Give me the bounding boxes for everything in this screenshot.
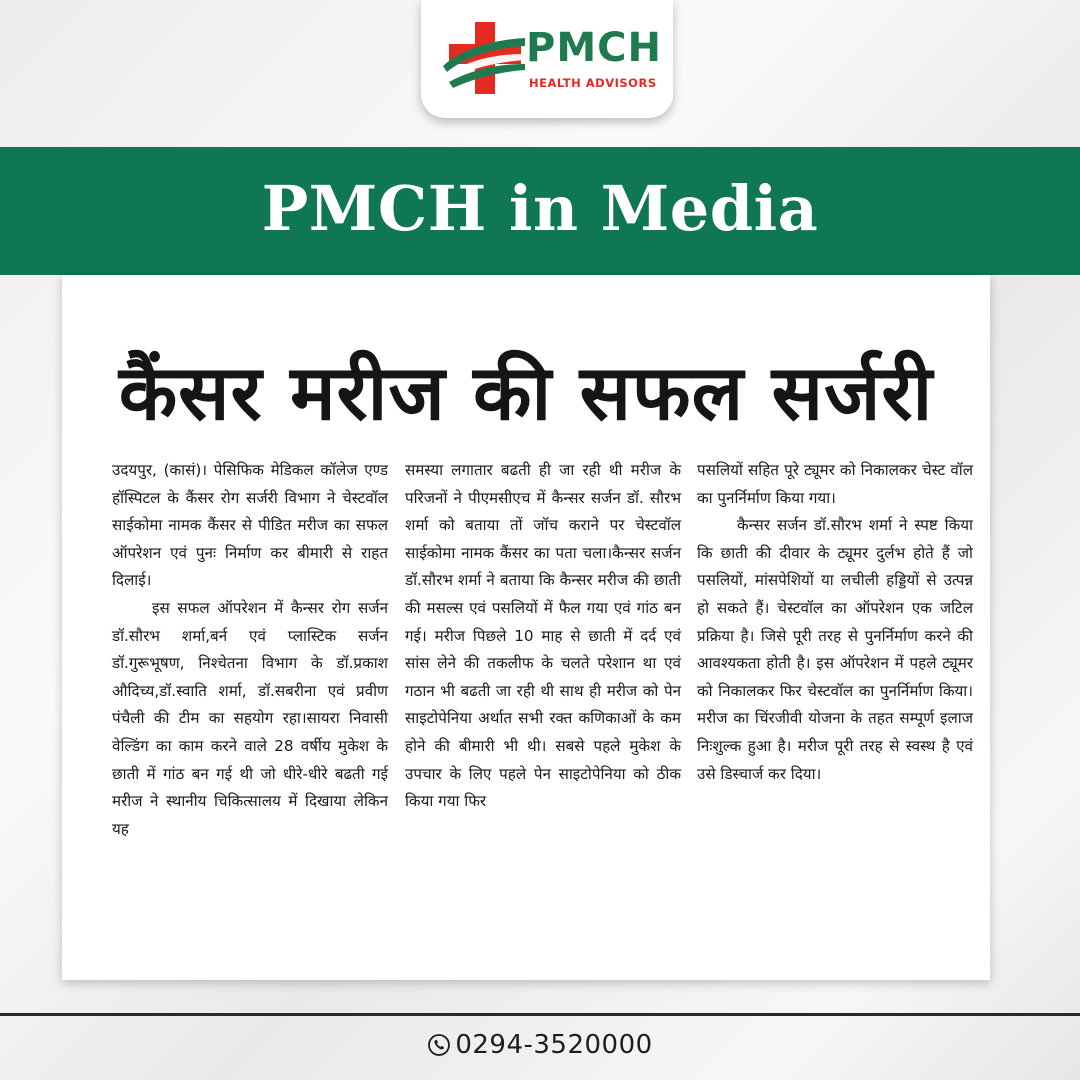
phone-number[interactable]: 0294-3520000 [455,1030,653,1060]
logo-cross-icon [441,18,527,98]
paragraph: उदयपुर, (कासं)। पेसिफिक मेडिकल कॉलेज एण्ड हॉस्पिटल के कैंसर रोग सर्जरी विभाग ने चेस्टवॉल साईकोमा नामक कैंसर से पीडित मरीज का सफल ऑपरेशन एवं पुनः निर्माण कर बीमारी से राहत दिलाई। [112,461,388,590]
footer-divider [0,1013,1080,1016]
paragraph: इस सफल ऑपरेशन में कैन्सर रोग सर्जन डॉ.सौरभ शर्मा,बर्न एवं प्लास्टिक सर्जन डॉ.गुरूभूषण, निश्चेतना विभाग के डॉ.प्रकाश औदिच्य,डॉ.स्वाति शर्मा, डॉ.सबरीना एवं प्रवीण पंचैली की टीम का सहयोग रहा।सायरा निवासी वेल्डिंग का काम करने वाले 28 वर्षीय मुकेश के छाती में गांठ बन गई थी जो धीरे-धीरे बढती गई मरीज ने स्थानीय चिकित्सालय में दिखाया लेकिन यह [112,598,388,838]
phone-icon [427,1033,451,1057]
logo-card [421,0,673,118]
brand-tagline: HEALTH ADVISORS [529,76,657,90]
banner-title: PMCH in Media [261,171,819,245]
article-headline: कैंसर मरीज की सफल सर्जरी [118,348,934,437]
media-banner [0,147,1080,275]
article-column-1 [112,457,388,843]
brand-name: PMCH [526,25,662,71]
paragraph: समस्या लगातार बढती ही जा रही थी मरीज के परिजनों ने पीएमसीएच में कैन्सर सर्जन डॉ. सौरभ शर्मा को बताया तों जॉच कराने पर चेस्टवॉल साईकोमा नामक कैंसर का पता चला।कैन्सर सर्जन डॉ.सौरभ शर्मा ने बताया कि कैन्सर मरीज की छाती की मसल्स एवं पसलियों में फैल गया एवं गांठ बन गई। मरीज पिछले 10 माह से छाती में दर्द एवं सांस लेने की तकलीफ के चलते परेशान था एवं गठान भी बढती जा रही थी साथ ही मरीज को पेन साइटोपेनिया अर्थात सभी रक्त कणिकाओं के कम होने की बीमारी भी थी। सबसे पहले मुकेश के उपचार के लिए पहले पेन साइटोपेनिया को ठीक किया गया फिर [405,461,681,811]
article-column-3 [697,457,973,788]
paragraph: पसलियों सहित पूरे ट्यूमर को निकालकर चेस्ट वॉल का पुनर्निर्माण किया गया। [697,461,973,507]
paragraph: कैन्सर सर्जन डॉ.सौरभ शर्मा ने स्पष्ट किया कि छाती की दीवार के ट्यूमर दुर्लभ होते हैं जो पसलियों, मांसपेशियों या लचीली हड्डियों से उत्पन्न हो सकते हैं। चेस्टवॉल का ऑपरेशन एक जटिल प्रक्रिया है। जिसे पूरी तरह से पुनर्निर्माण करने की आवश्यकता होती है। इस ऑपरेशन में पहले ट्यूमर को निकालकर फिर चेस्टवॉल का पुनर्निर्माण किया। मरीज का चिंरजीवी योजना के तहत सम्पूर्ण इलाज निःशुल्क हुआ है। मरीज पूरी तरह से स्वस्थ है एवं उसे डिस्चार्ज कर दिया। [697,516,973,783]
contact-phone [0,1030,1080,1060]
article-column-2 [405,457,681,816]
newspaper-clipping [62,275,990,980]
